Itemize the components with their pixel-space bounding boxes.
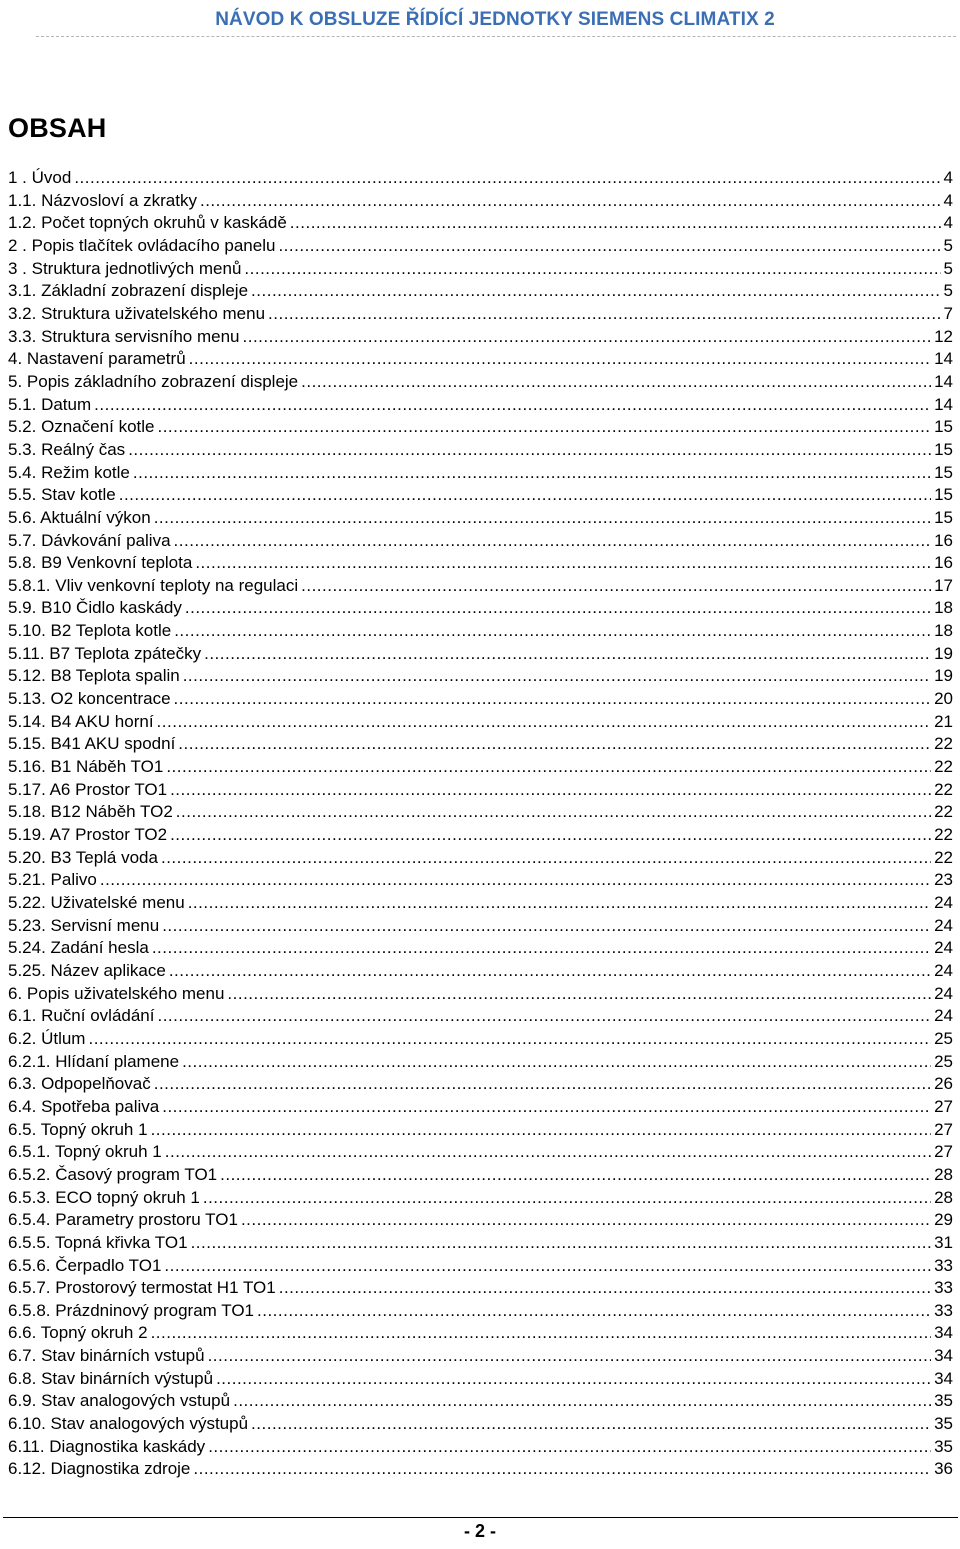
toc-entry[interactable] (8, 1345, 953, 1368)
toc-entry-label[interactable]: 5.16. B1 Náběh TO1 (8, 757, 164, 777)
toc-entry-page-number[interactable]: 25 (934, 1051, 953, 1071)
toc-entry-label[interactable]: 1 . Úvod (8, 168, 72, 187)
toc-dot-leader (162, 915, 931, 938)
toc-dot-leader (183, 665, 931, 688)
toc-entry-label[interactable]: 5.4. Režim kotle (8, 462, 130, 482)
toc-entry[interactable] (8, 892, 953, 915)
toc-dot-leader (195, 552, 931, 575)
toc-entry[interactable] (8, 235, 953, 258)
toc-entry-page-number[interactable]: 27 (934, 1096, 953, 1116)
toc-entry-page-number[interactable]: 22 (934, 825, 953, 845)
toc-entry-page-number[interactable]: 15 (934, 462, 953, 482)
toc-dot-leader (251, 1413, 931, 1436)
toc-entry[interactable] (8, 326, 953, 349)
toc-dot-leader (279, 1277, 931, 1300)
toc-entry-page-number[interactable]: 34 (934, 1346, 953, 1366)
toc-entry-page-number[interactable]: 27 (934, 1142, 953, 1162)
toc-entry-label[interactable]: 6.5.8. Prázdninový program TO1 (8, 1300, 255, 1320)
toc-entry-page-number[interactable]: 14 (934, 371, 953, 391)
toc-entry-page-number[interactable]: 33 (934, 1255, 953, 1275)
toc-entry-page-number[interactable]: 18 (934, 598, 953, 618)
toc-entry[interactable] (8, 439, 953, 462)
toc-entry-page-number[interactable]: 16 (934, 553, 953, 573)
toc-dot-leader (157, 416, 931, 439)
toc-entry-label[interactable]: 3.1. Základní zobrazení displeje (8, 281, 249, 301)
toc-entry-page-number[interactable]: 23 (934, 870, 953, 890)
toc-dot-leader (191, 1232, 932, 1255)
toc-entry[interactable] (8, 983, 953, 1006)
toc-dot-leader (216, 1368, 931, 1391)
toc-entry[interactable] (8, 847, 953, 870)
toc-dot-leader (157, 711, 932, 734)
toc-dot-leader (174, 688, 932, 711)
toc-entry-page-number[interactable]: 22 (934, 757, 953, 777)
toc-dot-leader (251, 280, 940, 303)
toc-entry[interactable] (8, 462, 953, 485)
toc-entry[interactable] (8, 212, 953, 235)
toc-dot-leader (74, 167, 940, 190)
toc-entry-label[interactable]: 1.1. Názvosloví a zkratky (8, 190, 197, 210)
toc-entry-label[interactable]: 5.24. Zadání hesla (8, 938, 149, 958)
toc-dot-leader (257, 1300, 931, 1323)
toc-entry-page-number[interactable]: 36 (934, 1459, 953, 1479)
toc-entry[interactable] (8, 484, 953, 507)
toc-entry-label[interactable]: 5.25. Název aplikace (8, 960, 166, 980)
toc-entry-page-number[interactable]: 35 (934, 1436, 953, 1456)
toc-entry-page-number[interactable]: 35 (934, 1391, 953, 1411)
toc-entry-label[interactable]: 6.5.4. Parametry prostoru TO1 (8, 1210, 238, 1230)
toc-entry[interactable] (8, 1096, 953, 1119)
toc-entry[interactable] (8, 1187, 953, 1210)
toc-entry-label[interactable]: 5.10. B2 Teplota kotle (8, 621, 172, 641)
toc-dot-leader (174, 530, 932, 553)
toc-entry-label[interactable]: 6. Popis uživatelského menu (8, 983, 225, 1003)
toc-dot-leader (301, 371, 931, 394)
toc-entry-page-number[interactable]: 12 (934, 326, 953, 346)
toc-entry-label[interactable]: 5.19. A7 Prostor TO2 (8, 825, 168, 845)
toc-entry[interactable] (8, 1458, 953, 1481)
toc-entry-label[interactable]: 6.10. Stav analogových výstupů (8, 1414, 249, 1434)
toc-entry-label[interactable]: 5. Popis základního zobrazení displeje (8, 371, 299, 391)
toc-entry[interactable] (8, 1073, 953, 1096)
toc-entry[interactable] (8, 620, 953, 643)
toc-dot-leader (278, 235, 940, 258)
toc-dot-leader (193, 1458, 931, 1481)
toc-entry-page-number[interactable]: 33 (934, 1278, 953, 1298)
toc-entry-label[interactable]: 5.5. Stav kotle (8, 485, 116, 505)
toc-entry[interactable] (8, 258, 953, 281)
toc-dot-leader (182, 1051, 931, 1074)
toc-dot-leader (188, 892, 931, 915)
toc-dot-leader (241, 1209, 931, 1232)
toc-entry-label[interactable]: 2 . Popis tlačítek ovládacího panelu (8, 235, 276, 255)
toc-entry[interactable] (8, 688, 953, 711)
toc-entry-page-number[interactable]: 33 (934, 1300, 953, 1320)
toc-entry[interactable] (8, 190, 953, 213)
toc-dot-leader (169, 960, 931, 983)
toc-entry-label[interactable]: 3.2. Struktura uživatelského menu (8, 303, 266, 323)
toc-dot-leader (204, 643, 931, 666)
toc-entry-label[interactable]: 5.9. B10 Čidlo kaskády (8, 598, 182, 618)
toc-dot-leader (208, 1345, 932, 1368)
toc-entry-label[interactable]: 5.12. B8 Teplota spalin (8, 666, 180, 686)
toc-entry[interactable] (8, 643, 953, 666)
toc-dot-leader (233, 1390, 931, 1413)
toc-dot-leader (290, 212, 941, 235)
toc-dot-leader (128, 439, 931, 462)
toc-entry[interactable] (8, 394, 953, 417)
toc-dot-leader (174, 620, 931, 643)
toc-dot-leader (164, 1255, 931, 1278)
toc-entry[interactable] (8, 1164, 953, 1187)
toc-entry[interactable] (8, 167, 953, 190)
toc-dot-leader (119, 484, 931, 507)
toc-dot-leader (88, 1028, 931, 1051)
toc-dot-leader (154, 507, 931, 530)
toc-entry-label[interactable]: 3 . Struktura jednotlivých menů (8, 258, 242, 278)
toc-entry-page-number[interactable]: 24 (934, 938, 953, 958)
toc-entry-label[interactable]: 6.5.7. Prostorový termostat H1 TO1 (8, 1278, 276, 1298)
toc-entry[interactable] (8, 1051, 953, 1074)
toc-entry-page-number[interactable]: 24 (934, 915, 953, 935)
toc-entry-page-number[interactable]: 22 (934, 779, 953, 799)
toc-entry-page-number[interactable]: 20 (934, 689, 953, 709)
toc-entry-page-number[interactable]: 19 (934, 643, 953, 663)
toc-entry-label[interactable]: 1.2. Počet topných okruhů v kaskádě (8, 213, 287, 233)
toc-entry-page-number[interactable]: 24 (934, 893, 953, 912)
toc-entry[interactable] (8, 530, 953, 553)
toc-entry-page-number[interactable]: 15 (934, 507, 953, 527)
toc-entry[interactable] (8, 1413, 953, 1436)
toc-entry-page-number[interactable]: 34 (934, 1368, 953, 1388)
toc-entry-page-number[interactable]: 14 (934, 349, 953, 369)
toc-entry-page-number[interactable]: 4 (943, 190, 953, 210)
toc-entry[interactable] (8, 575, 953, 598)
toc-entry-page-number[interactable]: 24 (934, 983, 953, 1003)
toc-entry-label[interactable]: 6.1. Ruční ovládání (8, 1006, 155, 1026)
toc-entry[interactable] (8, 416, 953, 439)
toc-dot-leader (94, 394, 931, 417)
toc-dot-leader (203, 1187, 931, 1210)
header-divider (36, 36, 956, 37)
toc-dot-leader (166, 756, 931, 779)
toc-entry-page-number[interactable]: 29 (934, 1210, 953, 1230)
toc-entry[interactable] (8, 280, 953, 303)
toc-entry[interactable] (8, 915, 953, 938)
toc-entry-page-number[interactable]: 24 (934, 1006, 953, 1026)
toc-entry-page-number[interactable]: 31 (934, 1232, 953, 1252)
toc-entry-label[interactable]: 6.5. Topný okruh 1 (8, 1119, 148, 1139)
toc-dot-leader (301, 575, 931, 598)
toc-dot-leader (100, 869, 931, 892)
toc-entry[interactable] (8, 869, 953, 892)
toc-entry-label[interactable]: 6.3. Odpopelňovač (8, 1074, 151, 1094)
toc-dot-leader (161, 847, 931, 870)
toc-entry[interactable] (8, 1390, 953, 1413)
toc-entry-page-number[interactable]: 22 (934, 802, 953, 822)
toc-dot-leader (200, 190, 941, 213)
toc-entry-page-number[interactable]: 4 (943, 213, 953, 233)
toc-dot-leader (268, 303, 941, 326)
toc-entry-page-number[interactable]: 22 (934, 734, 953, 754)
table-of-contents (8, 167, 953, 1481)
toc-heading: OBSAH (8, 113, 107, 143)
toc-entry-label[interactable]: 6.5.5. Topná křivka TO1 (8, 1232, 188, 1252)
toc-entry[interactable] (8, 960, 953, 983)
toc-entry-label[interactable]: 5.22. Uživatelské menu (8, 893, 185, 912)
toc-dot-leader (170, 779, 931, 802)
toc-entry[interactable] (8, 1005, 953, 1028)
toc-entry-label[interactable]: 5.17. A6 Prostor TO1 (8, 779, 168, 799)
toc-entry[interactable] (8, 1141, 953, 1164)
toc-dot-leader (243, 326, 932, 349)
toc-entry-page-number[interactable]: 7 (943, 303, 953, 323)
toc-entry[interactable] (8, 1277, 953, 1300)
toc-entry-page-number[interactable]: 14 (934, 394, 953, 414)
toc-dot-leader (178, 733, 931, 756)
toc-dot-leader (189, 348, 931, 371)
toc-entry-page-number[interactable]: 15 (934, 439, 953, 459)
toc-entry[interactable] (8, 824, 953, 847)
toc-dot-leader (162, 1096, 931, 1119)
toc-entry[interactable] (8, 756, 953, 779)
toc-entry[interactable] (8, 733, 953, 756)
toc-entry-page-number[interactable]: 35 (934, 1414, 953, 1434)
toc-entry[interactable] (8, 1255, 953, 1278)
toc-entry[interactable] (8, 1232, 953, 1255)
toc-entry-label[interactable]: 5.15. B41 AKU spodní (8, 734, 176, 754)
toc-dot-leader (176, 801, 931, 824)
toc-dot-leader (227, 983, 931, 1006)
toc-entry-label[interactable]: 6.6. Topný okruh 2 (8, 1323, 148, 1343)
toc-entry-page-number[interactable]: 15 (934, 485, 953, 505)
toc-entry[interactable] (8, 1368, 953, 1391)
toc-entry-label[interactable]: 5.21. Palivo (8, 870, 97, 890)
toc-entry-label[interactable]: 5.20. B3 Teplá voda (8, 847, 158, 867)
footer-divider (3, 1517, 958, 1518)
toc-entry-label[interactable]: 6.11. Diagnostika kaskády (8, 1436, 206, 1456)
toc-entry-page-number[interactable]: 19 (934, 666, 953, 686)
toc-entry-label[interactable]: 5.13. O2 koncentrace (8, 689, 171, 709)
toc-entry-page-number[interactable]: 5 (943, 281, 953, 301)
toc-entry-label[interactable]: 5.23. Servisní menu (8, 915, 160, 935)
toc-entry-label[interactable]: 6.8. Stav binárních výstupů (8, 1368, 214, 1388)
toc-entry-page-number[interactable]: 28 (934, 1164, 953, 1184)
toc-entry-label[interactable]: 5.8. B9 Venkovní teplota (8, 553, 193, 573)
toc-dot-leader (151, 1322, 932, 1345)
toc-dot-leader (165, 1141, 931, 1164)
toc-entry-label[interactable]: 5.7. Dávkování paliva (8, 530, 171, 550)
toc-entry-page-number[interactable]: 17 (934, 575, 953, 595)
toc-entry-page-number[interactable]: 28 (934, 1187, 953, 1207)
toc-dot-leader (244, 258, 940, 281)
toc-entry[interactable] (8, 937, 953, 960)
toc-entry-label[interactable]: 6.5.2. Časový program TO1 (8, 1164, 218, 1184)
toc-entry-page-number[interactable]: 5 (943, 235, 953, 255)
toc-entry-page-number[interactable]: 15 (934, 417, 953, 437)
toc-entry[interactable] (8, 597, 953, 620)
toc-entry-page-number[interactable]: 25 (934, 1028, 953, 1048)
toc-entry[interactable] (8, 303, 953, 326)
toc-dot-leader (151, 1119, 932, 1142)
toc-entry-label[interactable]: 5.18. B12 Náběh TO2 (8, 802, 173, 822)
toc-entry[interactable] (8, 1436, 953, 1459)
toc-entry-page-number[interactable]: 18 (934, 621, 953, 641)
toc-entry[interactable] (8, 348, 953, 371)
toc-entry-label[interactable]: 5.6. Aktuální výkon (8, 507, 151, 527)
toc-entry[interactable] (8, 801, 953, 824)
toc-entry-page-number[interactable]: 26 (934, 1074, 953, 1094)
toc-entry[interactable] (8, 371, 953, 394)
toc-entry-label[interactable]: 4. Nastavení parametrů (8, 349, 186, 369)
toc-dot-leader (220, 1164, 931, 1187)
toc-entry-page-number[interactable]: 24 (934, 960, 953, 980)
toc-entry-label[interactable]: 6.5.6. Čerpadlo TO1 (8, 1255, 162, 1275)
toc-entry[interactable] (8, 552, 953, 575)
toc-entry-label[interactable]: 6.9. Stav analogových vstupů (8, 1391, 231, 1411)
toc-entry[interactable] (8, 665, 953, 688)
toc-entry[interactable] (8, 1300, 953, 1323)
toc-entry-page-number[interactable]: 5 (943, 258, 953, 278)
toc-entry-label[interactable]: 5.1. Datum (8, 394, 92, 414)
toc-entry-page-number[interactable]: 22 (934, 847, 953, 867)
toc-dot-leader (133, 462, 931, 485)
page-number: - 2 - (463, 1521, 496, 1541)
toc-entry-label[interactable]: 5.8.1. Vliv venkovní teploty na regulaci (8, 575, 299, 595)
toc-entry[interactable] (8, 711, 953, 734)
toc-dot-leader (157, 1005, 931, 1028)
toc-entry[interactable] (8, 507, 953, 530)
toc-dot-leader (170, 824, 931, 847)
toc-dot-leader (154, 1073, 931, 1096)
toc-entry-label[interactable]: 5.2. Označení kotle (8, 417, 155, 437)
toc-entry-label[interactable]: 6.7. Stav binárních vstupů (8, 1346, 205, 1366)
document-header-title: NÁVOD K OBSLUZE ŘÍDÍCÍ JEDNOTKY SIEMENS CLIMATIX 2 (215, 9, 775, 30)
toc-dot-leader (185, 597, 931, 620)
toc-entry-label[interactable]: 5.14. B4 AKU horní (8, 711, 154, 731)
toc-entry-page-number[interactable]: 21 (934, 711, 953, 731)
toc-entry-label[interactable]: 6.5.3. ECO topný okruh 1 (8, 1187, 200, 1207)
toc-entry-label[interactable]: 3.3. Struktura servisního menu (8, 326, 240, 346)
toc-entry-label[interactable]: 6.4. Spotřeba paliva (8, 1096, 160, 1116)
toc-entry[interactable] (8, 1119, 953, 1142)
toc-entry-label[interactable]: 6.12. Diagnostika zdroje (8, 1459, 191, 1479)
toc-entry[interactable] (8, 1028, 953, 1051)
toc-entry[interactable] (8, 1322, 953, 1345)
toc-entry-label[interactable]: 6.5.1. Topný okruh 1 (8, 1142, 162, 1162)
toc-entry-label[interactable]: 6.2.1. Hlídaní plamene (8, 1051, 180, 1071)
toc-entry-page-number[interactable]: 16 (934, 530, 953, 550)
toc-entry-page-number[interactable]: 27 (934, 1119, 953, 1139)
toc-dot-leader (208, 1436, 931, 1459)
toc-entry-label[interactable]: 6.2. Útlum (8, 1028, 86, 1048)
toc-dot-leader (152, 937, 931, 960)
toc-entry-page-number[interactable]: 34 (934, 1323, 953, 1343)
toc-entry[interactable] (8, 779, 953, 802)
toc-entry-label[interactable]: 5.11. B7 Teplota zpátečky (8, 643, 202, 663)
toc-entry-label[interactable]: 5.3. Reálný čas (8, 439, 126, 459)
toc-entry[interactable] (8, 1209, 953, 1232)
toc-entry-page-number[interactable]: 4 (943, 168, 953, 187)
